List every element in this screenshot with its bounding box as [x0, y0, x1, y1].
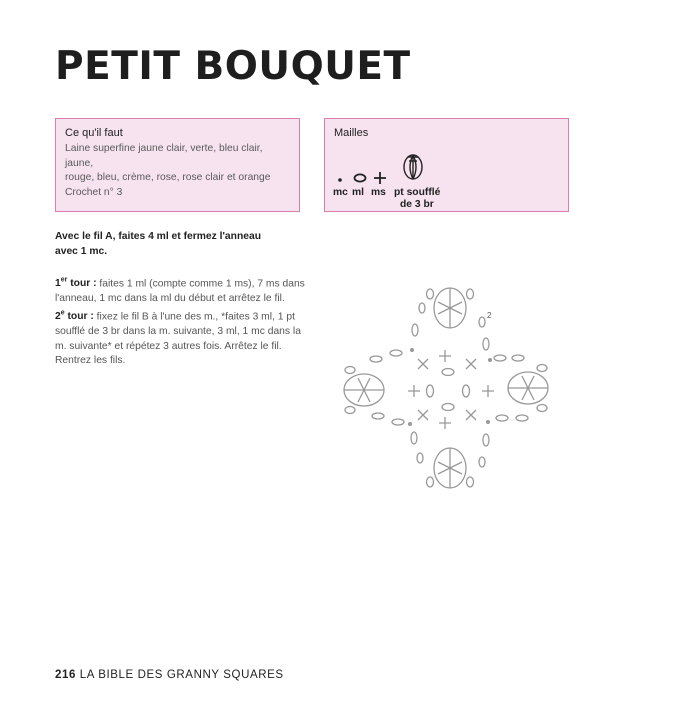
puff-stitch-icon	[404, 155, 422, 179]
round-1: 1er tour : faites 1 ml (compte comme 1 ms), 7 ms dans l'anneau, 1 mc dans la ml du début et arrêtez le fil.	[55, 276, 305, 304]
stitch-label-ml: ml	[352, 187, 365, 198]
materials-list	[65, 142, 290, 200]
materials-line: rouge, bleu, crème, rose, rose clair et orange	[65, 172, 271, 183]
book-title: LA BIBLE DES GRANNY SQUARES	[79, 669, 284, 681]
top-puff	[412, 288, 489, 350]
materials-line: Crochet n° 3	[65, 186, 123, 198]
materials-line: Laine superfine jaune clair, verte, bleu clair, jaune,	[65, 143, 263, 169]
stitch-symbols	[333, 153, 453, 187]
materials-box	[55, 118, 300, 212]
materials-heading: Ce qu'il faut	[65, 127, 123, 139]
stitch-label-puff: pt soufflé	[394, 187, 441, 198]
page-title: PETIT BOUQUET	[55, 44, 411, 89]
center-stitches	[408, 350, 494, 429]
bottom-puff	[411, 432, 489, 488]
stitch-label-ms: ms	[371, 187, 386, 198]
intro-text: Avec le fil A, faites 4 ml et fermez l'anneau avec 1 mc.	[55, 231, 261, 257]
stitches-heading: Mailles	[334, 127, 369, 139]
slip-stitch-dots	[408, 348, 492, 426]
right-puff	[494, 355, 548, 421]
single-crochet-icon	[374, 172, 386, 184]
crochet-diagram	[330, 280, 570, 500]
page-footer	[55, 669, 284, 681]
page-number: 216	[55, 669, 76, 681]
stitch-label-mc: mc	[333, 187, 348, 198]
round-marker: 2	[487, 311, 492, 320]
chain-stitch-icon	[355, 174, 366, 181]
instructions	[55, 230, 305, 369]
stitches-box	[324, 118, 569, 212]
stitch-label-puff-2: de 3 br	[400, 199, 434, 210]
slip-stitch-icon	[338, 178, 342, 182]
left-puff	[344, 350, 404, 425]
round-2: 2e tour : fixez le fil B à l'une des m., *faites 3 ml, 1 pt soufflé de 3 br dans la m. suivante, 3 ml, 1 mc dans la m. suivante* et répétez 3 autres fois. Arrêtez le fil. Rentrez les fils.	[55, 309, 301, 367]
